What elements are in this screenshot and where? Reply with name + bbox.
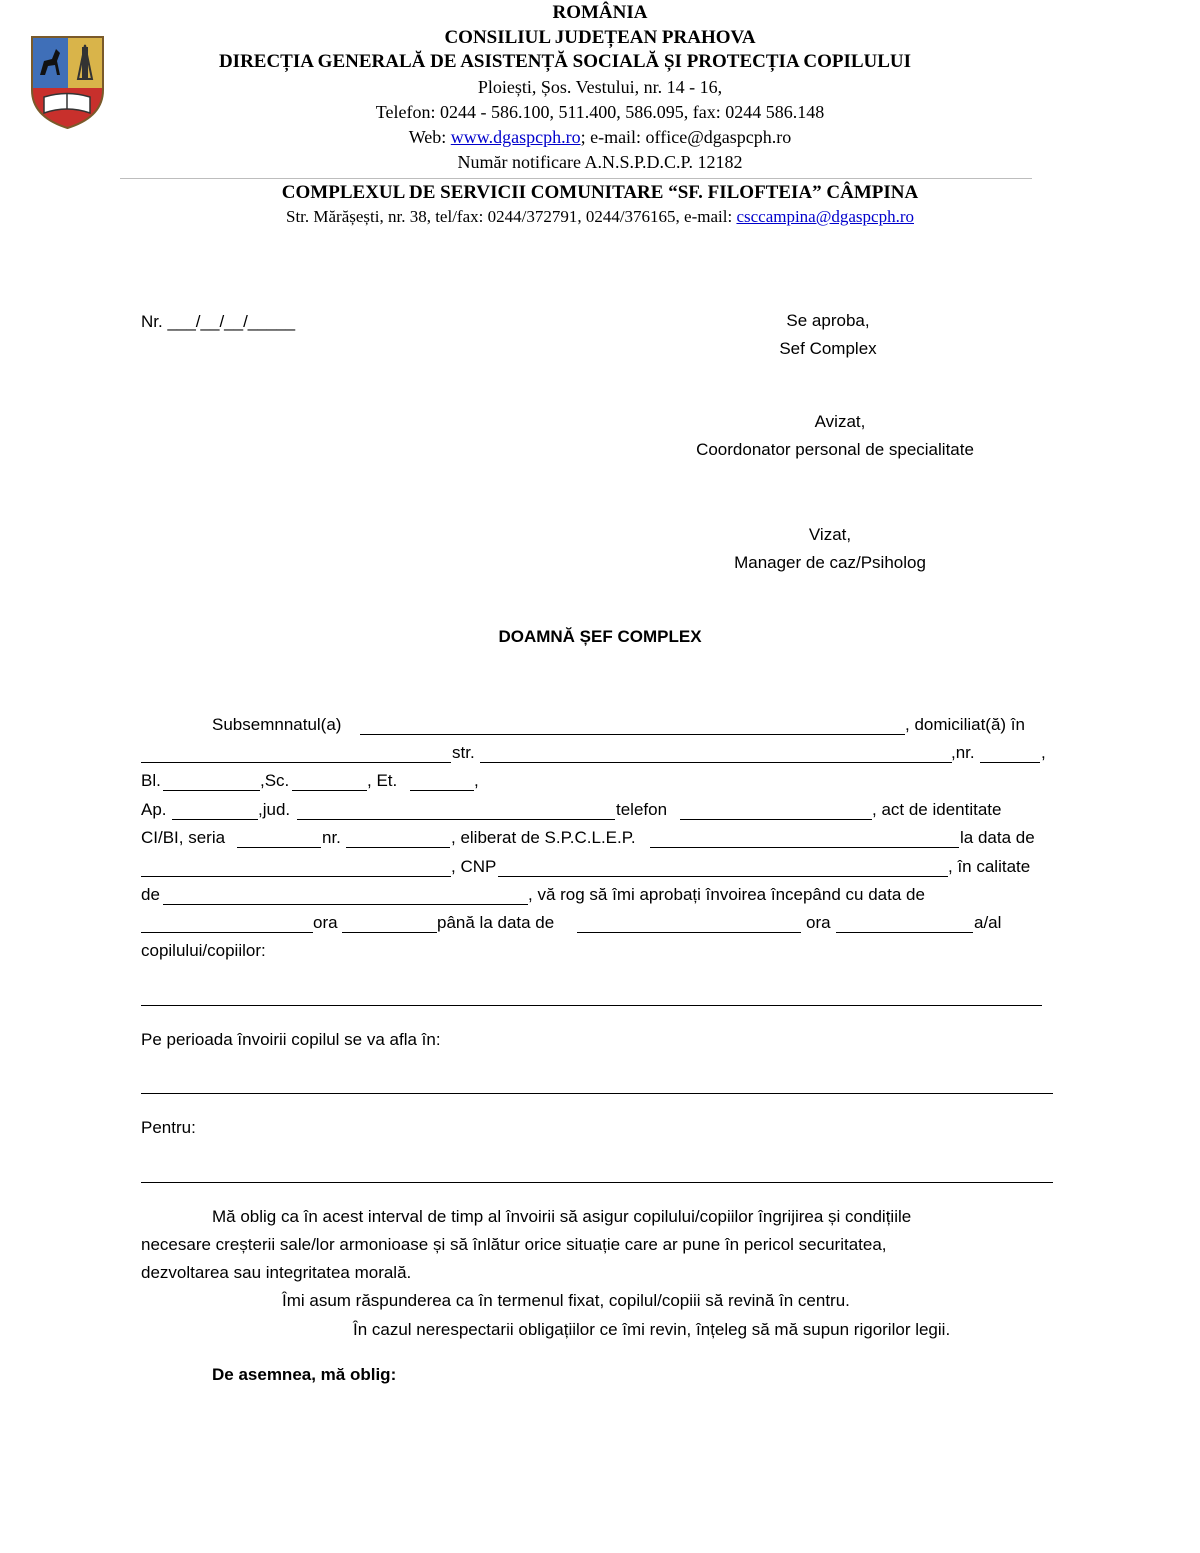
id-document-label: , act de identitate [872,800,1002,819]
addressee-title: DOAMNĂ ȘEF COMPLEX [498,627,702,646]
commitment-line-2: necesare creșterii sale/lor armonioase și să înlătur orice situație care ar pune în pericol securitatea, [141,1235,887,1254]
until-label: până la data de [437,913,555,932]
ci-series-label: CI/BI, seria [141,828,226,847]
issue-date-field[interactable] [141,876,451,877]
header-address: Ploiești, Șos. Vestului, nr. 14 - 16, [477,77,723,97]
phone-field[interactable] [680,819,872,820]
web-label: Web: [408,127,447,147]
header-divider [120,178,1032,179]
street-field[interactable] [480,762,952,763]
county-field[interactable] [297,819,615,820]
ci-nr-field[interactable] [346,847,450,848]
ap-field[interactable] [172,819,258,820]
commitment-line-1: Mă oblig ca în acest interval de timp al învoirii să asigur copilului/copiilor îngrijirea și condițiile [212,1207,912,1226]
office-email: ; e-mail: office@dgaspcph.ro [580,127,792,147]
header-council: CONSILIUL JUDEȚEAN PRAHOVA [444,27,756,48]
children-label: copilului/copiilor: [141,941,266,960]
county-label: ,jud. [258,800,291,819]
header-notification: Număr notificare A.N.S.P.D.C.P. 12182 [457,152,743,172]
ci-series-field[interactable] [237,847,321,848]
responsibility-text: Îmi asum răspunderea ca în termenul fixat, copilul/copiii să revină în centru. [282,1291,850,1310]
advised-role: Coordonator personal de specialitate [696,440,974,459]
website-link[interactable]: www.dgaspcph.ro [450,127,581,147]
number-field[interactable] [980,762,1040,763]
location-label: Pe perioada învoirii copilul se va afla în: [141,1030,441,1049]
children-names-field[interactable] [141,1005,1042,1006]
cnp-field[interactable] [498,876,948,877]
et-field[interactable] [410,790,474,791]
undersigned-label: Subsemnnatul(a) [212,715,342,734]
visa-label: Vizat, [808,525,852,544]
end-hour-label: ora [806,913,831,932]
street-label: str. [452,743,475,762]
complex-name: COMPLEXUL DE SERVICII COMUNITARE “SF. FILOFTEIA” CÂMPINA [281,182,919,203]
comma-2: , [474,771,479,790]
also-commit-heading: De asemnea, mă oblig: [212,1365,397,1384]
purpose-label: Pentru: [141,1118,196,1137]
header-directorate: DIRECȚIA GENERALĂ DE ASISTENȚĂ SOCIALĂ ȘI PROTECȚIA COPILULUI [218,51,912,72]
bl-field[interactable] [163,790,260,791]
approve-role: Sef Complex [779,339,877,358]
ci-nr-label: nr. [322,828,341,847]
sc-label: ,Sc. [260,771,290,790]
law-compliance-text: În cazul nerespectarii obligațiilor ce îmi revin, înțeleg să mă supun rigorilor legii. [353,1320,951,1339]
issue-date-label: la data de [960,828,1035,847]
complex-email-link[interactable]: csccampina@dgaspcph.ro [736,207,914,226]
capacity-field[interactable] [163,904,528,905]
start-date-field[interactable] [141,932,313,933]
commitment-line-3: dezvoltarea sau integritatea morală. [141,1263,412,1282]
cnp-label: , CNP [451,857,497,876]
complex-address-line [0,207,1200,227]
name-field[interactable] [360,734,905,735]
of-label: de [141,885,160,904]
capacity-label: , în calitate [948,857,1031,876]
visa-role: Manager de caz/Psiholog [734,553,926,572]
phone-label: telefon [616,800,668,819]
location-field[interactable] [141,1093,1053,1094]
header-web-line [0,127,1200,148]
number-label: ,nr. [951,743,975,762]
end-date-field[interactable] [577,932,801,933]
end-hour-field[interactable] [836,932,973,933]
comma-1: , [1041,743,1046,762]
complex-address: Str. Mărășești, nr. 38, tel/fax: 0244/372791, 0244/376165, e-mail: [285,207,733,226]
issued-by-field[interactable] [650,847,959,848]
start-hour-label: ora [313,913,338,932]
issued-by-label: , eliberat de S.P.C.L.E.P. [451,828,636,847]
header-phone: Telefon: 0244 - 586.100, 511.400, 586.095, fax: 0244 586.148 [375,102,825,122]
registration-number: Nr. ___/__/__/_____ [141,312,296,331]
purpose-field[interactable] [141,1182,1053,1183]
of-child-label: a/al [974,913,1002,932]
header-country: ROMÂNIA [552,2,648,23]
approve-label: Se aproba, [786,311,870,330]
start-hour-field[interactable] [342,932,437,933]
advised-label: Avizat, [814,412,866,431]
ap-label: Ap. [141,800,167,819]
sc-field[interactable] [292,790,367,791]
et-label: , Et. [367,771,398,790]
locality-field[interactable] [141,762,451,763]
domiciled-label: , domiciliat(ă) în [905,715,1025,734]
request-text: , vă rog să îmi aprobați învoirea începând cu data de [528,885,925,904]
bl-label: Bl. [141,771,161,790]
